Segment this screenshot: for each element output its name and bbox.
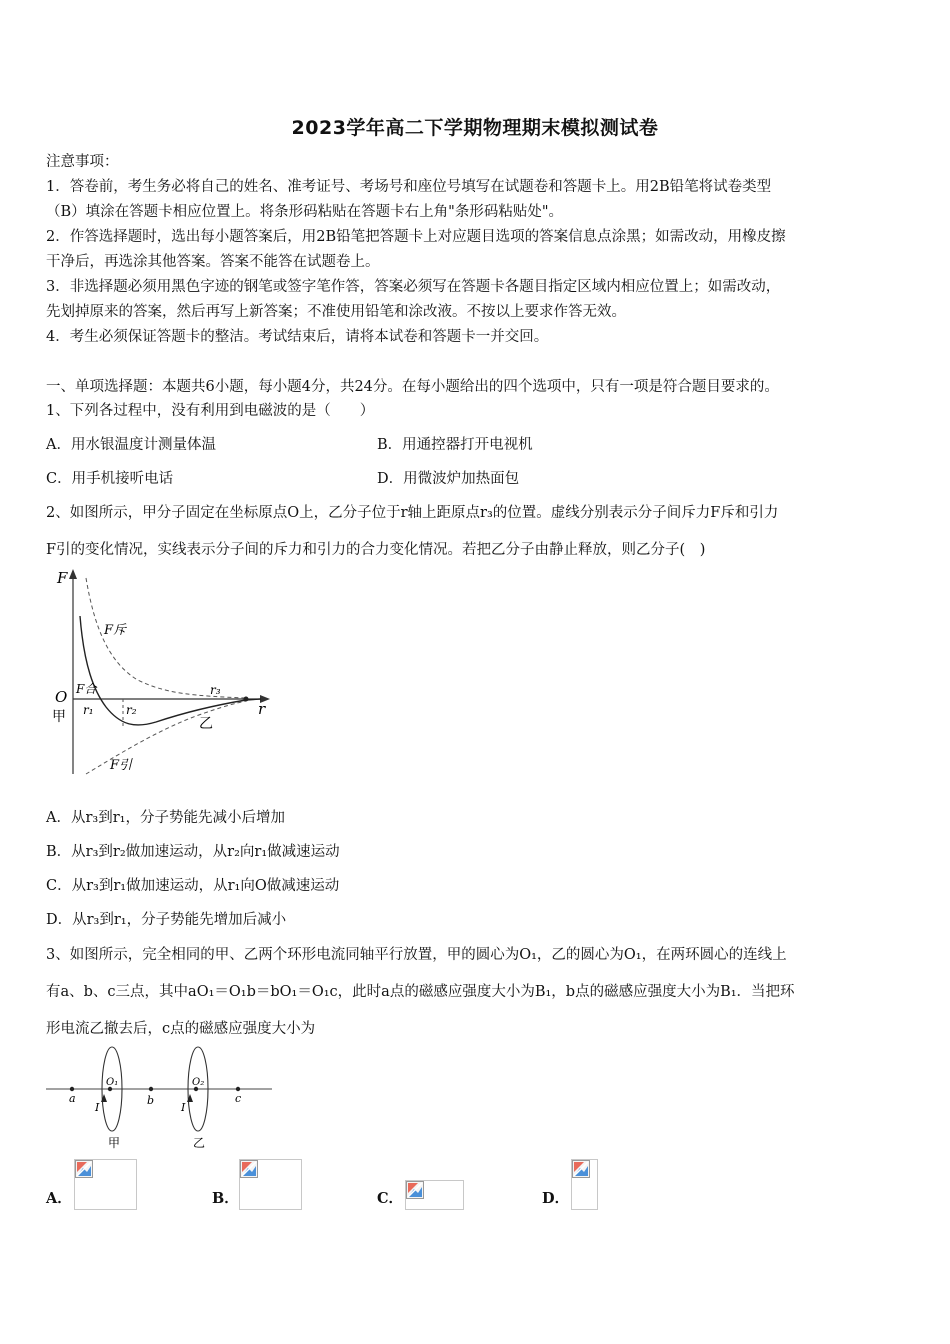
- q1-option-c: C．用手机接听电话: [46, 471, 174, 487]
- notice-line: 先划掉原来的答案，然后再写上新答案；不准使用铅笔和涂改液。不按以上要求作答无效。: [46, 304, 626, 320]
- broken-image-icon: [406, 1181, 424, 1199]
- point-a: [70, 1087, 74, 1091]
- q3-option-c-label: C．: [377, 1190, 404, 1207]
- r3-label: r₃: [210, 683, 221, 697]
- q2-option-a: A．从r₃到r₁，分子势能先减小后增加: [46, 810, 285, 826]
- ring-currents-diagram: [44, 1046, 276, 1152]
- label-i-yi: I: [181, 1101, 186, 1114]
- q2-stem-line1: 2、如图所示，甲分子固定在坐标原点O上，乙分子位于r轴上距原点r₃的位置。虚线分别表示分子间斥力F斥和引力: [46, 505, 779, 521]
- f-repulsive-curve: [86, 578, 246, 698]
- f-attractive-label: F引: [110, 758, 133, 773]
- yi-label: 乙: [199, 716, 213, 732]
- label-o1: O₁: [106, 1077, 119, 1088]
- q3-option-b-label: B．: [212, 1190, 239, 1207]
- notice-line: 4．考生必须保证答题卡的整洁。考试结束后，请将本试卷和答题卡一并交回。: [46, 329, 549, 345]
- label-c: c: [235, 1092, 242, 1105]
- label-a: a: [69, 1092, 76, 1105]
- q3-option-a-image: [74, 1159, 137, 1210]
- broken-image-icon: [75, 1160, 93, 1178]
- r-axis-label: r: [258, 700, 266, 718]
- q3-option-b-image: [239, 1159, 302, 1210]
- q1-stem: 1、下列各过程中，没有利用到电磁波的是（ ）: [46, 403, 375, 419]
- r3-point: [244, 697, 249, 702]
- q3-option-d-image: [571, 1159, 598, 1210]
- point-b: [149, 1087, 153, 1091]
- label-b: b: [147, 1094, 155, 1107]
- q1-option-a: A．用水银温度计测量体温: [46, 437, 216, 453]
- q1-option-d: D．用微波炉加热面包: [377, 471, 520, 487]
- notice-line: 1．答卷前，考生务必将自己的姓名、准考证号、考场号和座位号填写在试题卷和答题卡上。用2B铅笔将试卷类型: [46, 179, 772, 195]
- page-title: 2023学年高二下学期物理期末模拟测试卷: [291, 117, 659, 139]
- r1-label: r₁: [83, 703, 94, 717]
- section-heading: 一、单项选择题：本题共6小题，每小题4分，共24分。在每小题给出的四个选项中，只有一项是符合题目要求的。: [46, 379, 779, 395]
- q3-stem-line3: 形电流乙撤去后，c点的磁感应强度大小为: [46, 1021, 316, 1037]
- point-c: [236, 1087, 240, 1091]
- q3-stem-line2: 有a、b、c三点，其中aO₁＝O₁b＝bO₁＝O₁c，此时a点的磁感应强度大小为B₁，b点的磁感应强度大小为B₁．当把环: [46, 984, 795, 1000]
- r2-label: r₂: [126, 703, 137, 717]
- q2-option-d: D．从r₃到r₁，分子势能先增加后减小: [46, 912, 287, 928]
- f-net-label: F合: [76, 682, 97, 696]
- label-yi: 乙: [193, 1136, 206, 1150]
- q2-option-c: C．从r₃到r₁做加速运动，从r₁向O做减速运动: [46, 878, 340, 894]
- molecular-force-diagram: [46, 566, 276, 781]
- q3-stem-line1: 3、如图所示，完全相同的甲、乙两个环形电流同轴平行放置，甲的圆心为O₁，乙的圆心为O₁，在两环圆心的连线上: [46, 947, 787, 963]
- jia-label: 甲: [52, 709, 66, 725]
- notice-line: 2．作答选择题时，选出每小题答案后，用2B铅笔把答题卡上对应题目选项的答案信息点涂黑；如需改动，用橡皮擦: [46, 229, 786, 245]
- f-axis-arrow: [69, 569, 77, 579]
- label-i-jia: I: [95, 1101, 100, 1114]
- origin-label: O: [55, 688, 68, 706]
- q3-option-a-label: A．: [46, 1190, 72, 1207]
- notice-line: 干净后，再选涂其他答案。答案不能答在试题卷上。: [46, 254, 380, 270]
- notice-line: 3．非选择题必须用黑色字迹的钢笔或签字笔作答，答案必须写在答题卡各题目指定区域内相应位置上；如需改动，: [46, 279, 781, 295]
- q3-option-c-image: [405, 1180, 464, 1210]
- f-repulsive-label: F斥: [104, 623, 127, 638]
- notice-heading: 注意事项：: [46, 154, 119, 170]
- notice-line: （B）填涂在答题卡相应位置上。将条形码粘贴在答题卡右上角"条形码粘贴处"。: [46, 204, 563, 220]
- q1-option-b: B．用通控器打开电视机: [377, 437, 533, 453]
- broken-image-icon: [572, 1160, 590, 1178]
- broken-image-icon: [240, 1160, 258, 1178]
- q2-stem-line2: F引的变化情况，实线表示分子间的斥力和引力的合力变化情况。若把乙分子由静止释放，则乙分子( ): [46, 542, 706, 558]
- label-jia: 甲: [108, 1136, 121, 1150]
- label-o2: O₂: [192, 1077, 205, 1088]
- q2-option-b: B．从r₃到r₂做加速运动，从r₂向r₁做减速运动: [46, 844, 340, 860]
- q3-option-d-label: D．: [542, 1190, 570, 1207]
- f-axis-label: F: [57, 569, 68, 587]
